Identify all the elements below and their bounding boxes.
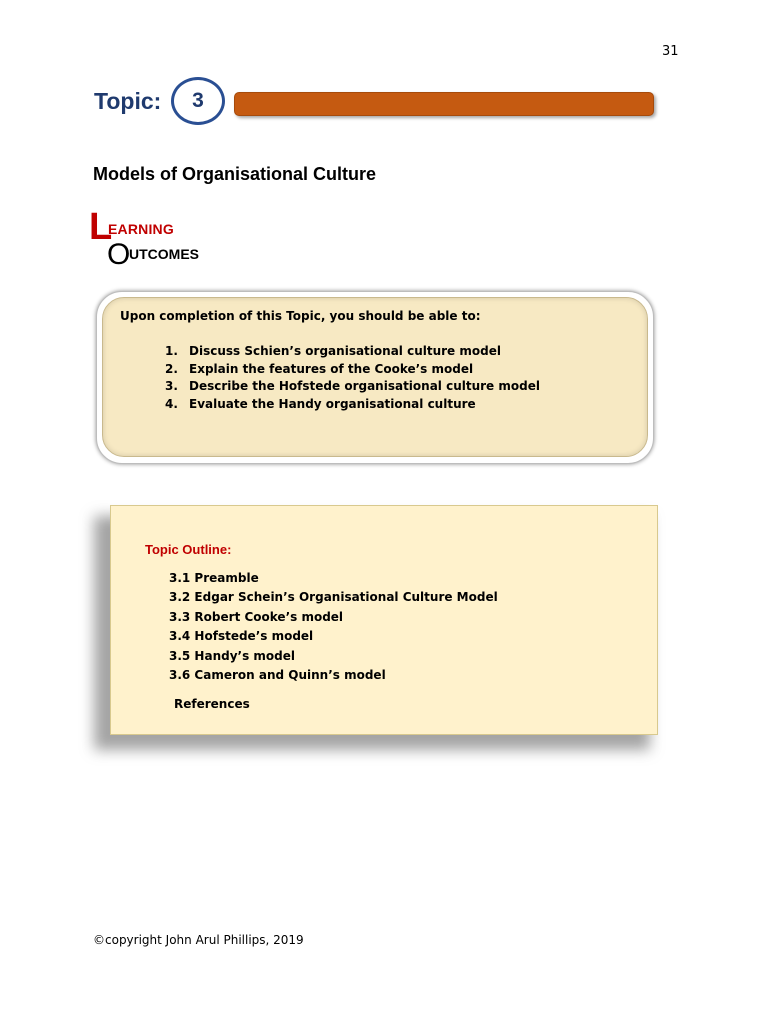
learning-outcome-item xyxy=(165,362,540,380)
outline-item: 3.4 Hofstede’s model xyxy=(169,629,314,644)
outline-item: 3.6 Cameron and Quinn’s model xyxy=(169,667,386,682)
topic-outline-list xyxy=(169,571,498,687)
item-number: 2. xyxy=(165,361,178,376)
item-text: Explain the features of the Cooke’s model xyxy=(189,361,474,376)
topic-number-badge: 3 xyxy=(171,77,225,125)
page-title: Models of Organisational Culture xyxy=(93,164,377,184)
topic-header-bar xyxy=(234,92,654,116)
learning-outcomes-intro: Upon completion of this Topic, you should be able to: xyxy=(120,309,481,323)
learning-outcome-item xyxy=(165,344,540,362)
outline-item: 3.3 Robert Cooke’s model xyxy=(169,609,344,624)
outcomes-initial-letter: O xyxy=(107,238,131,271)
topic-label: Topic: xyxy=(94,88,162,114)
item-text: Evaluate the Handy organisational culture xyxy=(189,396,476,411)
outline-references: References xyxy=(174,697,250,711)
outline-item: 3.5 Handy’s model xyxy=(169,648,295,663)
item-number: 4. xyxy=(165,396,178,411)
outline-item: 3.1 Preamble xyxy=(169,571,259,585)
item-text: Discuss Schien’s organisational culture model xyxy=(189,344,501,358)
learning-outcome-item xyxy=(165,379,540,397)
item-number: 3. xyxy=(165,379,178,393)
learning-word-rest: EARNING xyxy=(108,221,174,237)
learning-initial-letter: L xyxy=(89,206,113,248)
learning-outcomes-list xyxy=(165,344,540,414)
copyright-footer: ©copyright John Arul Phillips, 2019 xyxy=(93,933,304,947)
page-number: 31 xyxy=(662,44,679,59)
topic-outline-heading: Topic Outline: xyxy=(145,542,232,557)
outline-item: 3.2 Edgar Schein’s Organisational Culture Model xyxy=(169,590,498,605)
learning-outcome-item xyxy=(165,397,540,415)
item-text: Describe the Hofstede organisational culture model xyxy=(189,379,540,393)
item-number: 1. xyxy=(165,344,178,358)
outcomes-word-rest: UTCOMES xyxy=(129,246,199,262)
